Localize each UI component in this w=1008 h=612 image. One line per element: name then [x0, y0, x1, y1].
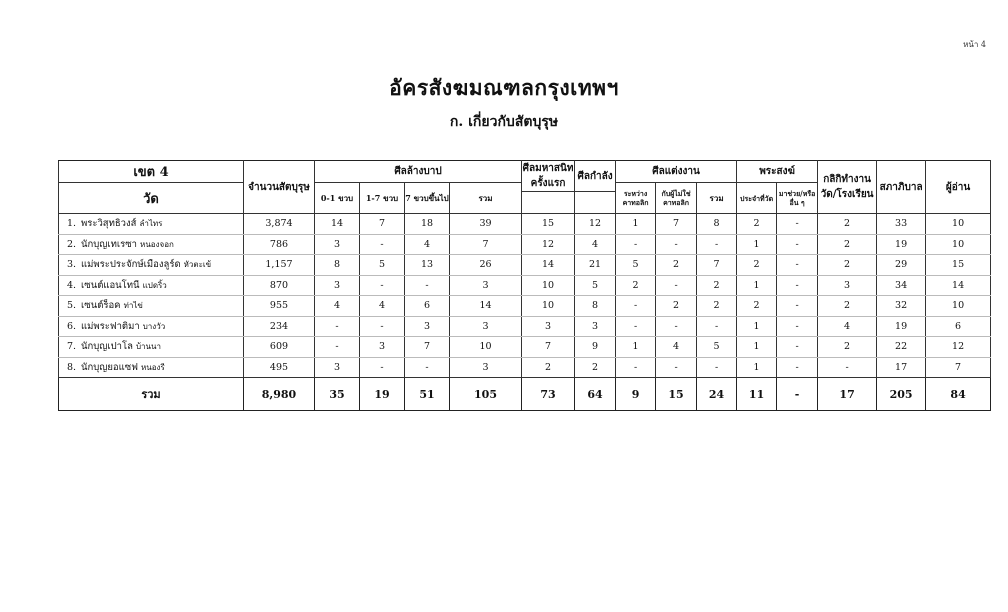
church-location: บ้านนา [135, 342, 161, 352]
data-cell: - [616, 316, 656, 337]
data-cell: 3 [315, 275, 360, 296]
church-name: นักบุญเทเรซา [81, 238, 138, 250]
data-cell: 5 [616, 255, 656, 276]
data-cell: 7 [926, 357, 991, 378]
data-cell: 26 [450, 255, 522, 276]
total-cell: 9 [616, 378, 656, 411]
data-cell: 4 [315, 296, 360, 317]
data-cell: 3 [315, 234, 360, 255]
header-baptism-7plus: 7 ขวบขึ้นไป [405, 183, 450, 214]
data-cell: 3 [450, 316, 522, 337]
data-cell: 14 [315, 214, 360, 235]
data-cell: 39 [450, 214, 522, 235]
table-row [59, 357, 991, 378]
data-cell: 4 [575, 234, 616, 255]
data-cell: 1 [737, 234, 777, 255]
header-priests: พระสงฆ์ [737, 161, 818, 183]
table-row [59, 316, 991, 337]
data-cell: 14 [926, 275, 991, 296]
data-cell: - [656, 316, 697, 337]
data-cell: 2 [575, 357, 616, 378]
church-location: บางวัว [142, 321, 166, 331]
data-cell: 2 [818, 255, 877, 276]
header-baptism-total: รวม [450, 183, 522, 214]
data-cell: 4 [818, 316, 877, 337]
total-cell: 51 [405, 378, 450, 411]
data-cell: - [697, 234, 737, 255]
data-cell: - [777, 316, 818, 337]
data-cell: - [777, 296, 818, 317]
row-index: 4. [67, 279, 77, 291]
data-cell: 21 [575, 255, 616, 276]
row-index: 3. [67, 259, 77, 271]
header-first-communion: ศีลมหาสนิทครั้งแรก [522, 161, 575, 192]
data-cell: 10 [926, 296, 991, 317]
data-cell: 9 [575, 337, 616, 358]
data-cell: 22 [877, 337, 926, 358]
data-cell: - [656, 275, 697, 296]
data-cell: - [656, 234, 697, 255]
total-cell: 73 [522, 378, 575, 411]
page-subtitle: ก. เกี่ยวกับสัตบุรุษ [449, 114, 559, 130]
data-cell: 3 [360, 337, 405, 358]
data-cell: 3 [450, 357, 522, 378]
data-cell: 12 [575, 214, 616, 235]
total-label: รวม [59, 378, 244, 411]
church-location: แปดริ้ว [142, 280, 167, 290]
church-name-cell [59, 275, 244, 296]
row-index: 5. [67, 300, 77, 312]
header-confirmation: ศีลกำลัง [575, 161, 616, 192]
data-cell: - [777, 357, 818, 378]
data-cell: 870 [244, 275, 315, 296]
data-cell: 13 [405, 255, 450, 276]
data-cell: 4 [360, 296, 405, 317]
header-church: วัด [59, 183, 244, 214]
data-cell: 2 [818, 214, 877, 235]
church-name-cell [59, 234, 244, 255]
total-cell: 84 [926, 378, 991, 411]
data-cell: 2 [737, 255, 777, 276]
header-baptism: ศีลล้างบาป [315, 161, 522, 183]
data-cell: - [405, 275, 450, 296]
row-index: 6. [67, 320, 77, 332]
church-location: หนองรี [140, 362, 165, 372]
data-cell: 1 [737, 357, 777, 378]
data-cell: - [777, 214, 818, 235]
data-cell: 10 [522, 296, 575, 317]
data-cell: 3 [450, 275, 522, 296]
data-cell: 3 [405, 316, 450, 337]
table-row [59, 255, 991, 276]
data-cell: 7 [405, 337, 450, 358]
church-name: นักบุญยอแซฟ [81, 361, 138, 373]
header-marriage-between: ระหว่างคาทอลิก [616, 183, 656, 214]
header-readers: ผู้อ่าน [926, 161, 991, 214]
data-cell: 18 [405, 214, 450, 235]
church-name-cell [59, 357, 244, 378]
data-cell: 32 [877, 296, 926, 317]
total-cell: 24 [697, 378, 737, 411]
data-cell: 5 [360, 255, 405, 276]
data-cell: - [777, 255, 818, 276]
total-cell: 64 [575, 378, 616, 411]
data-cell: 7 [656, 214, 697, 235]
data-cell: 17 [877, 357, 926, 378]
data-cell: 1 [616, 337, 656, 358]
data-cell: 10 [522, 275, 575, 296]
data-cell: 2 [697, 296, 737, 317]
data-cell: - [360, 316, 405, 337]
table-row [59, 337, 991, 358]
header-activities: กลิกิทำงานวัด/โรงเรียน [818, 161, 877, 214]
data-cell: 12 [522, 234, 575, 255]
data-cell: 10 [450, 337, 522, 358]
data-cell: 2 [818, 337, 877, 358]
data-cell: 7 [697, 255, 737, 276]
total-cell: 17 [818, 378, 877, 411]
data-cell: 19 [877, 234, 926, 255]
data-cell: 2 [818, 234, 877, 255]
church-name: แม่พระประจักษ์เมืองลูร์ด [81, 259, 181, 271]
data-cell: - [360, 357, 405, 378]
row-index: 8. [67, 361, 77, 373]
data-cell: - [818, 357, 877, 378]
data-cell: 12 [926, 337, 991, 358]
data-cell: 4 [405, 234, 450, 255]
data-cell: 15 [522, 214, 575, 235]
data-cell: 2 [522, 357, 575, 378]
church-location: หนองจอก [140, 239, 174, 249]
church-name: แม่พระฟาติมา [81, 320, 140, 332]
data-cell: - [777, 234, 818, 255]
data-cell: 8 [575, 296, 616, 317]
page-title: อัครสังฆมณฑลกรุงเทพฯ [389, 75, 619, 100]
data-cell: 4 [656, 337, 697, 358]
data-cell: 495 [244, 357, 315, 378]
data-cell: 34 [877, 275, 926, 296]
church-name-cell [59, 337, 244, 358]
data-cell: - [656, 357, 697, 378]
data-cell: 2 [656, 255, 697, 276]
data-cell: 2 [656, 296, 697, 317]
page-number: หน้า 4 [963, 40, 986, 49]
data-cell: - [405, 357, 450, 378]
data-cell: 3 [818, 275, 877, 296]
church-name: เซนต์ร็อค [81, 300, 121, 312]
data-cell: 10 [926, 214, 991, 235]
data-cell: 10 [926, 234, 991, 255]
total-cell: 105 [450, 378, 522, 411]
header-priests-helper: มาช่วย/หรืออื่น ๆ [777, 183, 818, 214]
data-cell: 234 [244, 316, 315, 337]
church-location: ท่าไข่ [123, 301, 143, 311]
data-cell: 8 [315, 255, 360, 276]
data-cell: 7 [450, 234, 522, 255]
data-cell: 1 [737, 337, 777, 358]
data-cell: 609 [244, 337, 315, 358]
church-location: ลำไทร [139, 219, 163, 229]
data-cell: 786 [244, 234, 315, 255]
data-cell: 3 [315, 357, 360, 378]
data-cell: - [616, 234, 656, 255]
data-cell: 2 [737, 296, 777, 317]
header-baptism-1-7: 1-7 ขวบ [360, 183, 405, 214]
data-cell: 19 [877, 316, 926, 337]
data-cell: - [315, 316, 360, 337]
header-marriage-non: กับผู้ไม่ใช่คาทอลิก [656, 183, 697, 214]
church-name-cell [59, 296, 244, 317]
data-cell: - [360, 275, 405, 296]
data-cell: 8 [697, 214, 737, 235]
data-cell: - [697, 357, 737, 378]
data-cell: 2 [818, 296, 877, 317]
header-baptism-0-1: 0-1 ขวบ [315, 183, 360, 214]
data-cell: 3,874 [244, 214, 315, 235]
data-cell: 1 [616, 214, 656, 235]
total-cell: - [777, 378, 818, 411]
data-cell: 1 [737, 275, 777, 296]
data-cell: 7 [522, 337, 575, 358]
church-name-cell [59, 316, 244, 337]
data-cell: - [616, 296, 656, 317]
row-index: 1. [67, 218, 77, 230]
data-cell: 3 [575, 316, 616, 337]
total-cell: 205 [877, 378, 926, 411]
row-index: 7. [67, 341, 77, 353]
data-cell: 5 [697, 337, 737, 358]
data-cell: 2 [697, 275, 737, 296]
header-zone: เขต 4 [59, 161, 244, 183]
church-name-cell [59, 214, 244, 235]
church-name: นักบุญเปาโล [81, 341, 133, 353]
data-cell: 7 [360, 214, 405, 235]
data-cell: 6 [926, 316, 991, 337]
data-cell: 14 [450, 296, 522, 317]
data-cell: 29 [877, 255, 926, 276]
header-parishioners: จำนวนสัตบุรุษ [244, 161, 315, 214]
data-cell: 15 [926, 255, 991, 276]
church-name-cell [59, 255, 244, 276]
data-cell: - [315, 337, 360, 358]
data-cell: 1,157 [244, 255, 315, 276]
data-cell: - [777, 337, 818, 358]
church-location: หัวตะเข้ [183, 260, 212, 270]
data-cell: 14 [522, 255, 575, 276]
total-cell: 15 [656, 378, 697, 411]
data-cell: 33 [877, 214, 926, 235]
row-index: 2. [67, 238, 77, 250]
data-cell: 6 [405, 296, 450, 317]
data-cell: 3 [522, 316, 575, 337]
table-row [59, 234, 991, 255]
data-cell: - [777, 275, 818, 296]
church-name: เซนต์แอนโทนี [81, 279, 140, 291]
parish-statistics-table [58, 160, 991, 411]
data-cell: 1 [737, 316, 777, 337]
total-cell: 11 [737, 378, 777, 411]
data-cell: - [360, 234, 405, 255]
data-cell: 955 [244, 296, 315, 317]
data-cell: 5 [575, 275, 616, 296]
header-marriage: ศีลแต่งงาน [616, 161, 737, 183]
total-cell: 8,980 [244, 378, 315, 411]
data-cell: - [697, 316, 737, 337]
data-cell: - [616, 357, 656, 378]
total-row [59, 378, 991, 411]
header-council: สภาภิบาล [877, 161, 926, 214]
table-row [59, 275, 991, 296]
header-marriage-total: รวม [697, 183, 737, 214]
table-row [59, 296, 991, 317]
header-priests-resident: ประจำที่วัด [737, 183, 777, 214]
total-cell: 19 [360, 378, 405, 411]
table-row [59, 214, 991, 235]
data-cell: 2 [616, 275, 656, 296]
church-name: พระวิสุทธิวงส์ [81, 218, 137, 230]
data-cell: 2 [737, 214, 777, 235]
total-cell: 35 [315, 378, 360, 411]
